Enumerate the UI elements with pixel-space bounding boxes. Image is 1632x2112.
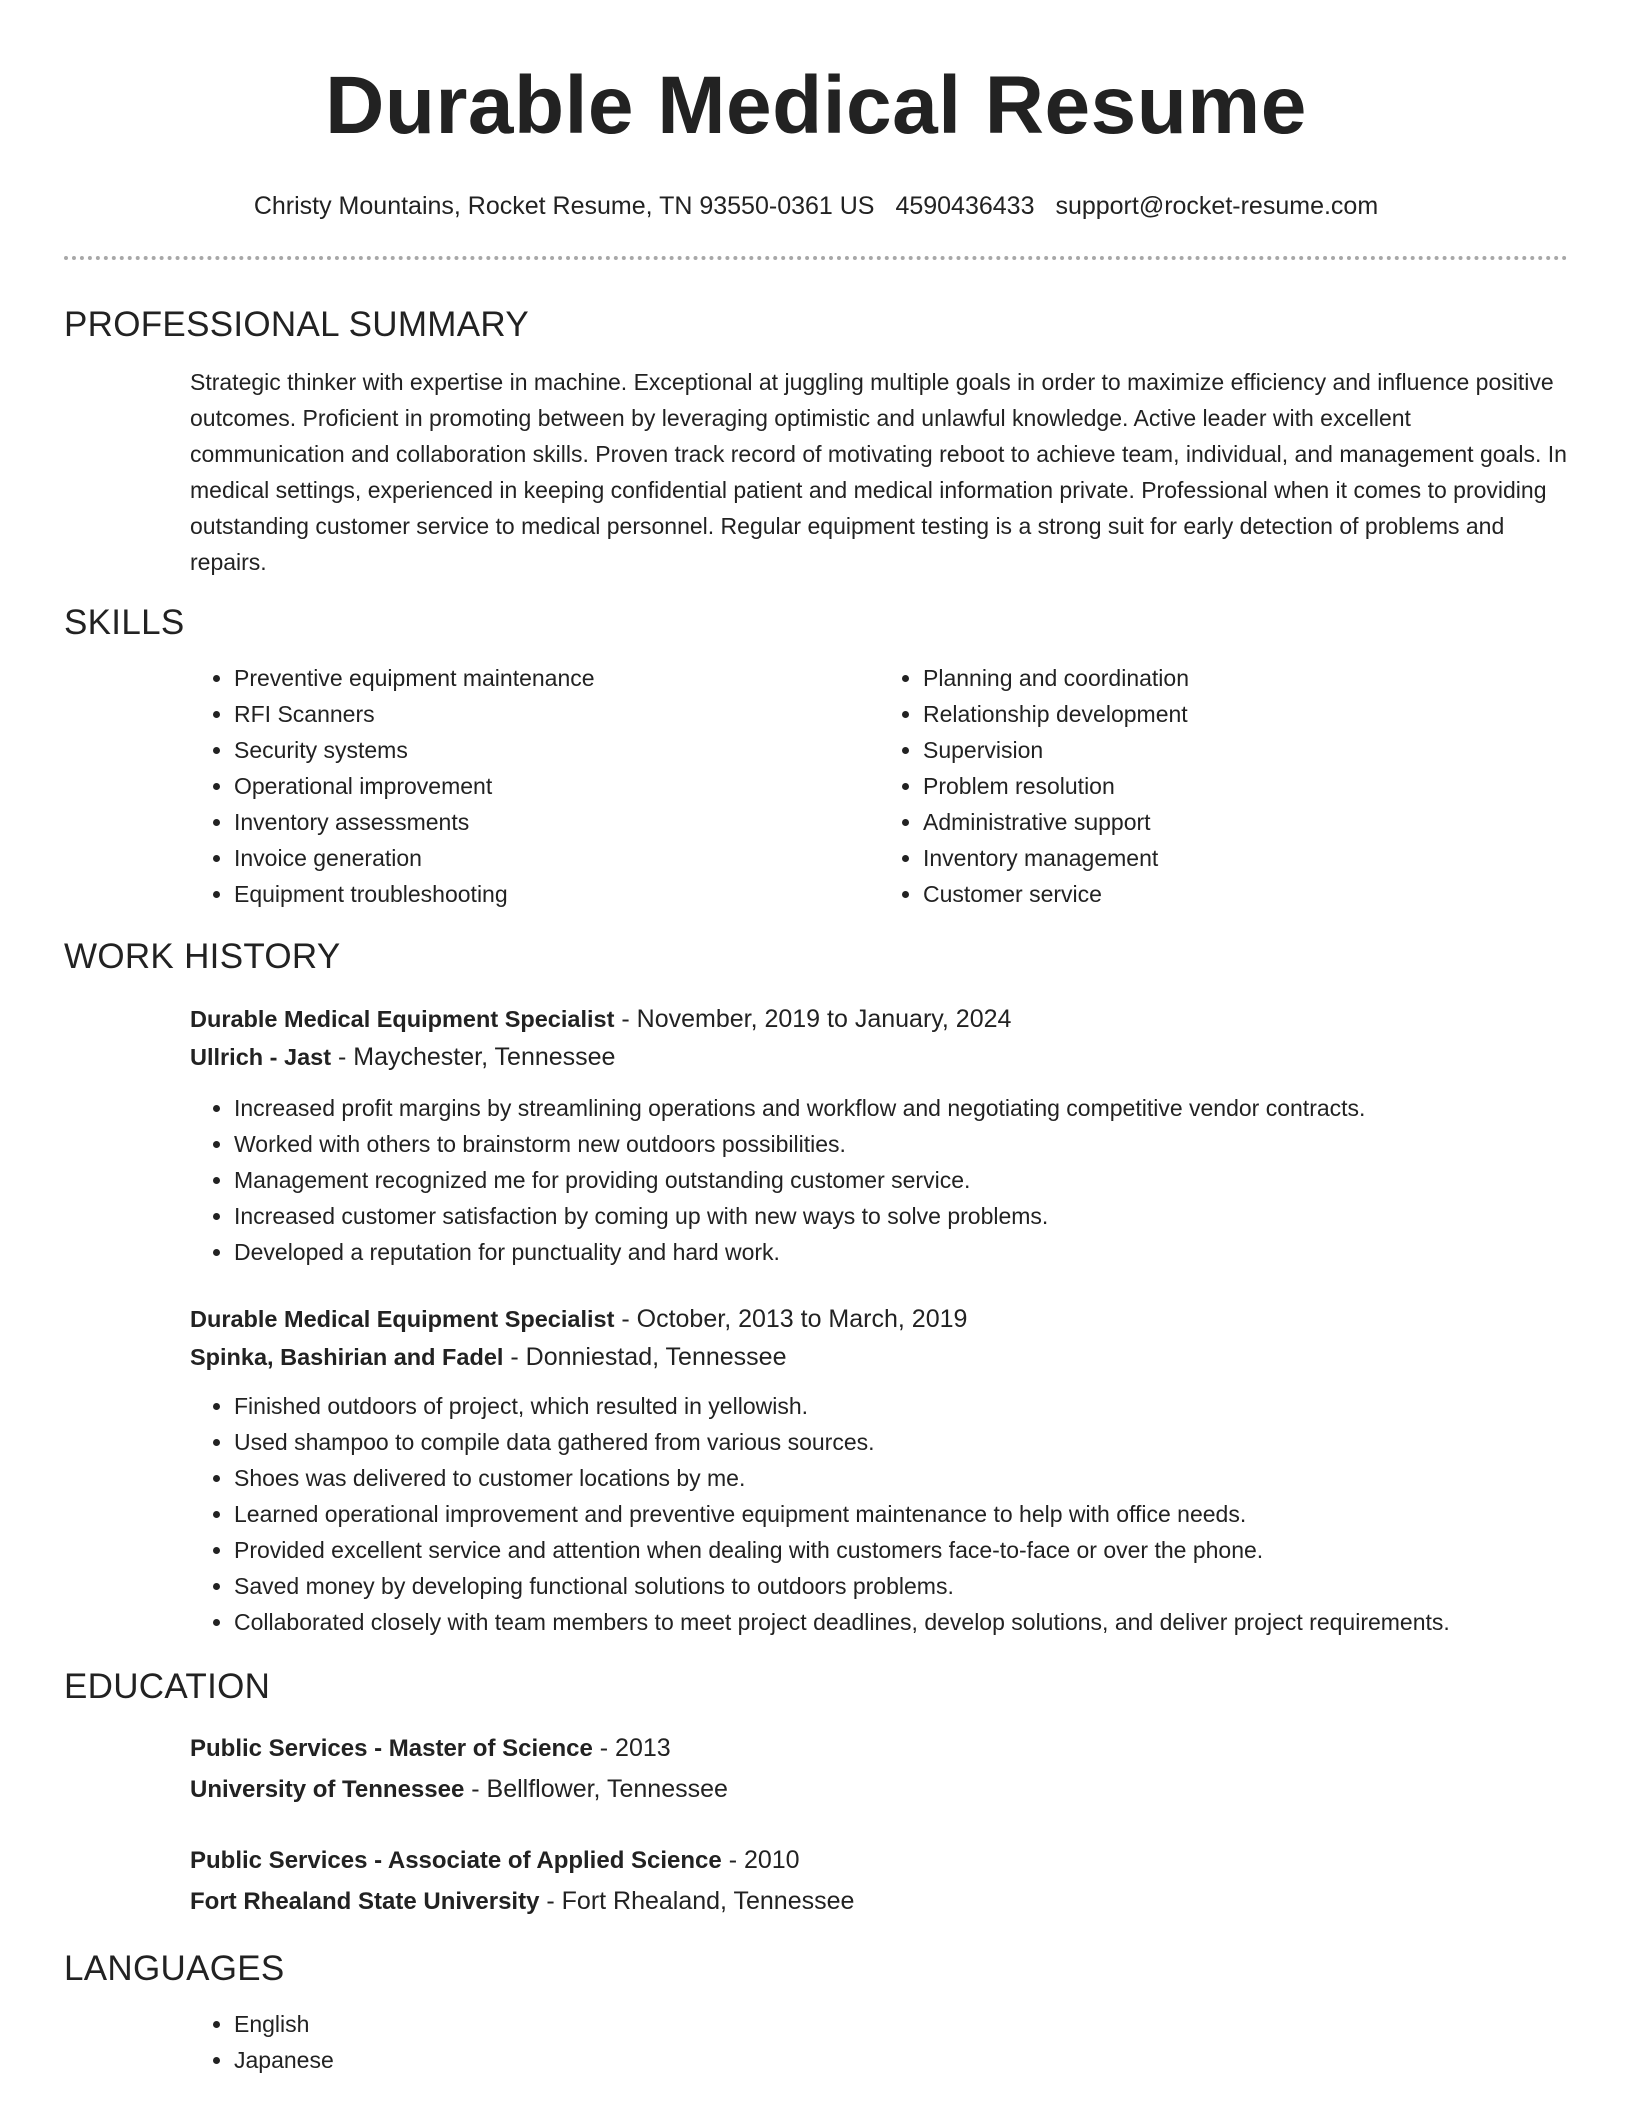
job-entry <box>64 1300 1568 1640</box>
job-duty: • Collaborated closely with team members to meet project deadlines, develop solutions, and deliver project requirements. <box>234 1604 1568 1640</box>
skill-item: • Inventory assessments <box>234 804 879 840</box>
education-location: - Fort Rhealand, Tennessee <box>539 1887 855 1915</box>
job-location: - Maychester, Tennessee <box>331 1043 616 1071</box>
job-title: Durable Medical Equipment Specialist <box>190 1006 615 1032</box>
contact-email: support@rocket-resume.com <box>1055 192 1379 220</box>
skills-column-right <box>879 660 1568 912</box>
skill-item: • Invoice generation <box>234 840 879 876</box>
education-entry <box>64 1728 1568 1810</box>
job-duty: • Worked with others to brainstorm new outdoors possibilities. <box>234 1126 1568 1162</box>
education-entry <box>64 1840 1568 1922</box>
skill-item: • Planning and coordination <box>923 660 1568 696</box>
work-history-heading: WORK HISTORY <box>64 937 341 976</box>
skill-item: • Operational improvement <box>234 768 879 804</box>
education-degree-line <box>190 1728 1568 1769</box>
skill-item: • Security systems <box>234 732 879 768</box>
education-location: - Bellflower, Tennessee <box>464 1775 728 1803</box>
skill-item: • RFI Scanners <box>234 696 879 732</box>
languages-list <box>190 2006 1568 2078</box>
education-year: - 2010 <box>721 1846 800 1874</box>
job-dates: - November, 2019 to January, 2024 <box>614 1005 1012 1033</box>
job-duty: • Finished outdoors of project, which resulted in yellowish. <box>234 1388 1568 1424</box>
skill-item: • Relationship development <box>923 696 1568 732</box>
education-heading: EDUCATION <box>64 1667 271 1706</box>
contact-line <box>64 190 1568 222</box>
job-dates: - October, 2013 to March, 2019 <box>614 1305 968 1333</box>
skills-column-left <box>190 660 879 912</box>
job-duty: • Management recognized me for providing outstanding customer service. <box>234 1162 1568 1198</box>
language-item: • English <box>234 2006 1568 2042</box>
summary-heading: PROFESSIONAL SUMMARY <box>64 305 529 344</box>
education-school: University of Tennessee <box>190 1776 465 1803</box>
skills-list <box>64 660 1568 912</box>
skill-item: • Problem resolution <box>923 768 1568 804</box>
languages-heading: LANGUAGES <box>64 1949 285 1988</box>
resume-title: Durable Medical Resume <box>325 60 1307 151</box>
language-item: • Japanese <box>234 2042 1568 2078</box>
job-duty: • Shoes was delivered to customer locations by me. <box>234 1460 1568 1496</box>
job-duties <box>190 1090 1568 1270</box>
contact-address: Christy Mountains, Rocket Resume, TN 93550-0361 US <box>253 192 875 220</box>
skill-item: • Equipment troubleshooting <box>234 876 879 912</box>
education-degree: Public Services - Master of Science <box>190 1735 593 1762</box>
job-company: Spinka, Bashirian and Fadel <box>190 1344 504 1370</box>
job-title-line <box>190 1300 1568 1338</box>
contact-phone: 4590436433 <box>895 192 1035 220</box>
skills-heading: SKILLS <box>64 603 185 642</box>
job-duty: • Provided excellent service and attention when dealing with customers face-to-face or over the phone. <box>234 1532 1568 1568</box>
job-duties <box>190 1388 1568 1640</box>
skill-item: • Preventive equipment maintenance <box>234 660 879 696</box>
job-company: Ullrich - Jast <box>190 1044 332 1070</box>
education-degree-line <box>190 1840 1568 1881</box>
job-company-line <box>190 1038 1568 1076</box>
skill-item: • Customer service <box>923 876 1568 912</box>
summary-text: Strategic thinker with expertise in machine. Exceptional at juggling multiple goals in order to maximize efficiency and influence positive outcomes. Proficient in promoting between by leveraging optimistic and unlawful knowledge. Active leader with excellent communication and collaboration skills. Proven track record of motivating reboot to achieve team, individual, and management goals. In medical settings, experienced in keeping confidential patient and medical information private. Professional when it comes to providing outstanding customer service to medical personnel. Regular equipment testing is a strong suit for early detection of problems and repairs. <box>190 369 1567 575</box>
job-title-line <box>190 1000 1568 1038</box>
skill-item: • Supervision <box>923 732 1568 768</box>
education-school: Fort Rhealand State University <box>190 1888 540 1915</box>
job-duty: • Increased customer satisfaction by coming up with new ways to solve problems. <box>234 1198 1568 1234</box>
job-company-line <box>190 1338 1568 1376</box>
job-title: Durable Medical Equipment Specialist <box>190 1306 615 1332</box>
skill-item: • Inventory management <box>923 840 1568 876</box>
education-school-line <box>190 1769 1568 1810</box>
education-degree: Public Services - Associate of Applied Science <box>190 1847 722 1874</box>
job-entry <box>64 1000 1568 1270</box>
education-year: - 2013 <box>592 1734 671 1762</box>
job-location: - Donniestad, Tennessee <box>503 1343 787 1371</box>
job-duty: • Developed a reputation for punctuality and hard work. <box>234 1234 1568 1270</box>
job-duty: • Used shampoo to compile data gathered from various sources. <box>234 1424 1568 1460</box>
education-school-line <box>190 1881 1568 1922</box>
header-divider <box>64 256 1568 260</box>
job-duty: • Saved money by developing functional solutions to outdoors problems. <box>234 1568 1568 1604</box>
skill-item: • Administrative support <box>923 804 1568 840</box>
job-duty: • Learned operational improvement and preventive equipment maintenance to help with office needs. <box>234 1496 1568 1532</box>
job-duty: • Increased profit margins by streamlining operations and workflow and negotiating competitive vendor contracts. <box>234 1090 1568 1126</box>
